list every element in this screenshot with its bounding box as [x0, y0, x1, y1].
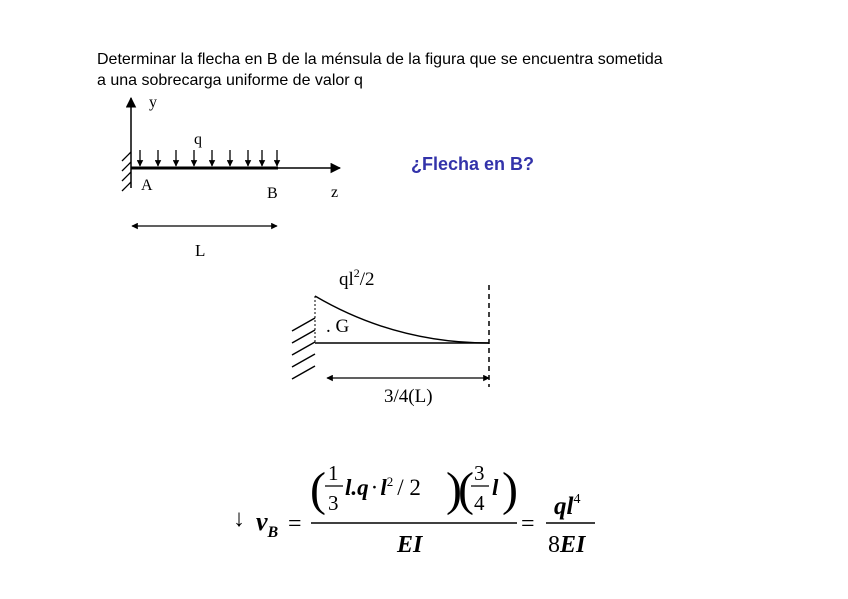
wall-support-hatch: [122, 152, 131, 191]
paren-close-2: ): [502, 463, 518, 516]
moment-max-label: $ql^2/2$: [339, 266, 375, 290]
wall-support-hatch-2: [292, 318, 315, 379]
paren-open-2: (: [458, 463, 474, 516]
numerator-term: $l.q\cdot l^2 / 2$: [345, 474, 421, 500]
length-label: L: [195, 241, 206, 260]
cantilever-figure: [122, 94, 340, 260]
y-axis-label: y: [149, 94, 157, 111]
point-b-label: B: [267, 185, 278, 202]
paren-close-1: ): [446, 463, 462, 516]
equals-sign-2: =: [521, 511, 535, 537]
denominator-ei: EI: [397, 532, 423, 558]
distributed-load-arrows: [140, 150, 277, 166]
distance-label: 3/4(L): [384, 386, 433, 407]
question-label: ¿Flecha en B?: [411, 154, 535, 174]
moment-diagram: [292, 266, 489, 407]
result-numerator: $ql^4$: [554, 492, 581, 520]
centroid-label: . G: [326, 316, 350, 337]
frac2-l: l: [492, 475, 499, 500]
paren-open-1: (: [310, 463, 326, 516]
deflection-formula: [233, 461, 595, 558]
frac2-numerator: 3: [474, 461, 485, 485]
frac2-denominator: 4: [474, 491, 485, 515]
statement-line-2: a una sobrecarga uniforme de valor q: [97, 72, 363, 89]
result-denominator: 8EI: [548, 532, 586, 558]
frac1-numerator: 1: [328, 461, 339, 485]
statement-line-1: Determinar la flecha en B de la ménsula de la figura que se encuentra sometida: [97, 51, 663, 68]
frac1-denominator: 3: [328, 491, 339, 515]
point-a-label: A: [141, 177, 153, 194]
z-axis-label: z: [331, 184, 339, 201]
load-label: q: [194, 131, 202, 148]
deflection-symbol: $v_B$: [256, 507, 279, 541]
equals-sign-1: =: [288, 511, 302, 537]
down-arrow-symbol: ↓: [233, 506, 245, 532]
